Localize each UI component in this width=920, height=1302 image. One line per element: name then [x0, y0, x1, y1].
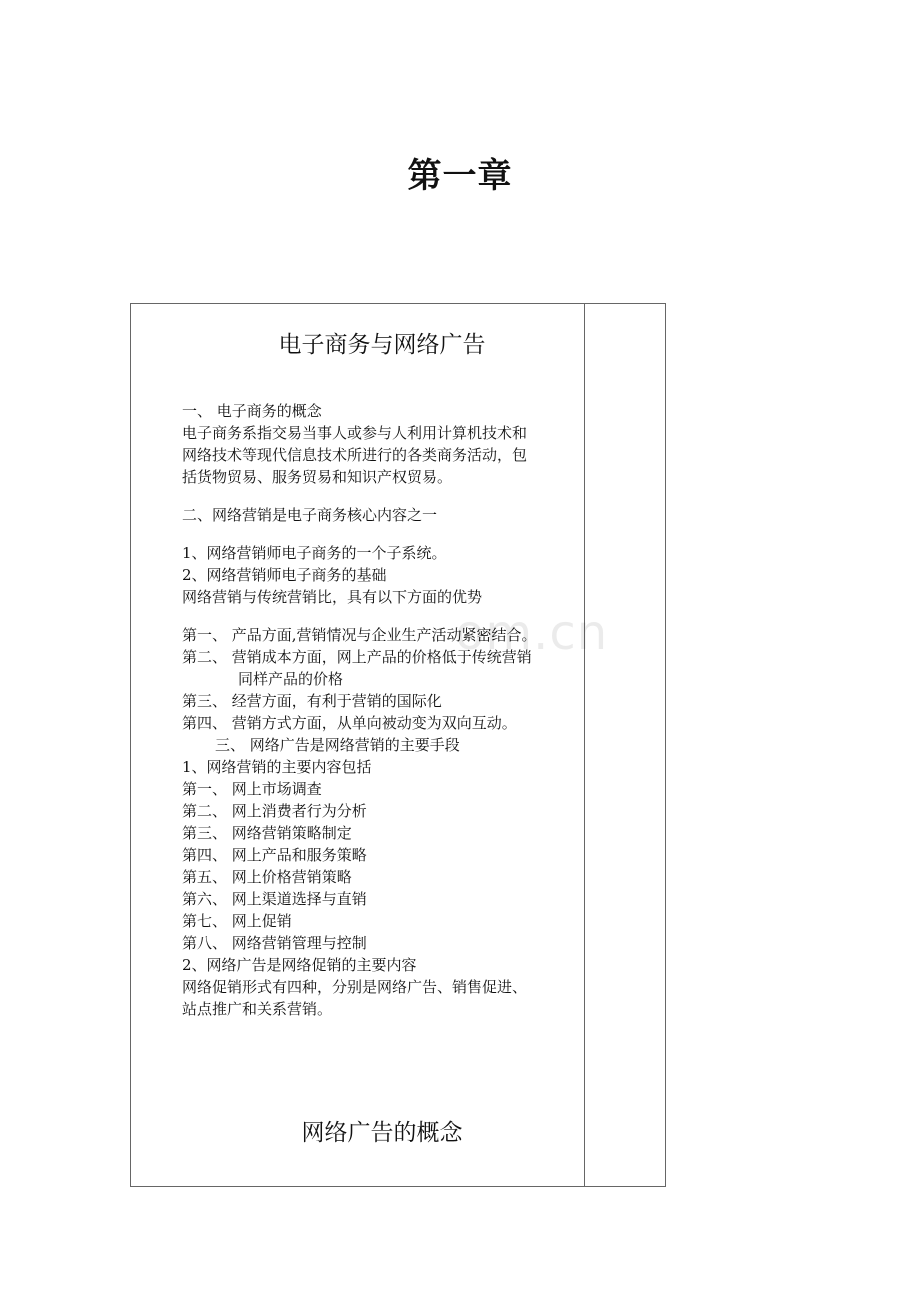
text-line: 第七、 网上促销 [182, 912, 292, 930]
text-line: 网络技术等现代信息技术所进行的各类商务活动，包 [182, 446, 528, 464]
text-line: 第四、 营销方式方面，从单向被动变为双向互动。 [182, 714, 517, 732]
text-line: 一、 电子商务的概念 [182, 402, 322, 420]
text-line: 站点推广和关系营销。 [182, 1000, 333, 1018]
text-line: 第二、 营销成本方面，网上产品的价格低于传统营销 [182, 648, 532, 666]
frame-divider [584, 304, 585, 1186]
text-line: 第一、 产品方面,营销情况与企业生产活动紧密结合。 [182, 626, 537, 644]
text-line: 第二、 网上消费者行为分析 [182, 802, 367, 820]
text-line: 同样产品的价格 [238, 670, 344, 688]
section-heading-ad-concept: 网络广告的概念 [301, 1120, 463, 1146]
text-line: 网络促销形式有四种，分别是网络广告、销售促进、 [182, 978, 528, 996]
text-line: 第一、 网上市场调查 [182, 780, 322, 798]
text-line: 1、网络营销的主要内容包括 [182, 758, 372, 776]
watermark: om.cn [455, 605, 609, 661]
text-line: 第三、 网络营销策略制定 [182, 824, 352, 842]
chapter-title: 第一章 [407, 156, 513, 196]
text-line: 第六、 网上渠道选择与直销 [182, 890, 367, 908]
content-frame [130, 303, 666, 1187]
text-line: 电子商务系指交易当事人或参与人利用计算机技术和 [182, 424, 528, 442]
text-line: 二、网络营销是电子商务核心内容之一 [182, 506, 438, 524]
text-line: 三、 网络广告是网络营销的主要手段 [215, 736, 460, 754]
text-line: 第五、 网上价格营销策略 [182, 868, 352, 886]
text-line: 2、网络营销师电子商务的基础 [182, 566, 387, 584]
text-line: 1、网络营销师电子商务的一个子系统。 [182, 544, 447, 562]
text-line: 第四、 网上产品和服务策略 [182, 846, 367, 864]
text-line: 第三、 经营方面，有利于营销的国际化 [182, 692, 442, 710]
text-line: 网络营销与传统营销比，具有以下方面的优势 [182, 588, 483, 606]
section-heading-ecommerce: 电子商务与网络广告 [278, 332, 486, 358]
text-line: 第八、 网络营销管理与控制 [182, 934, 367, 952]
text-line: 括货物贸易、服务贸易和知识产权贸易。 [182, 468, 453, 486]
text-line: 2、网络广告是网络促销的主要内容 [182, 956, 417, 974]
